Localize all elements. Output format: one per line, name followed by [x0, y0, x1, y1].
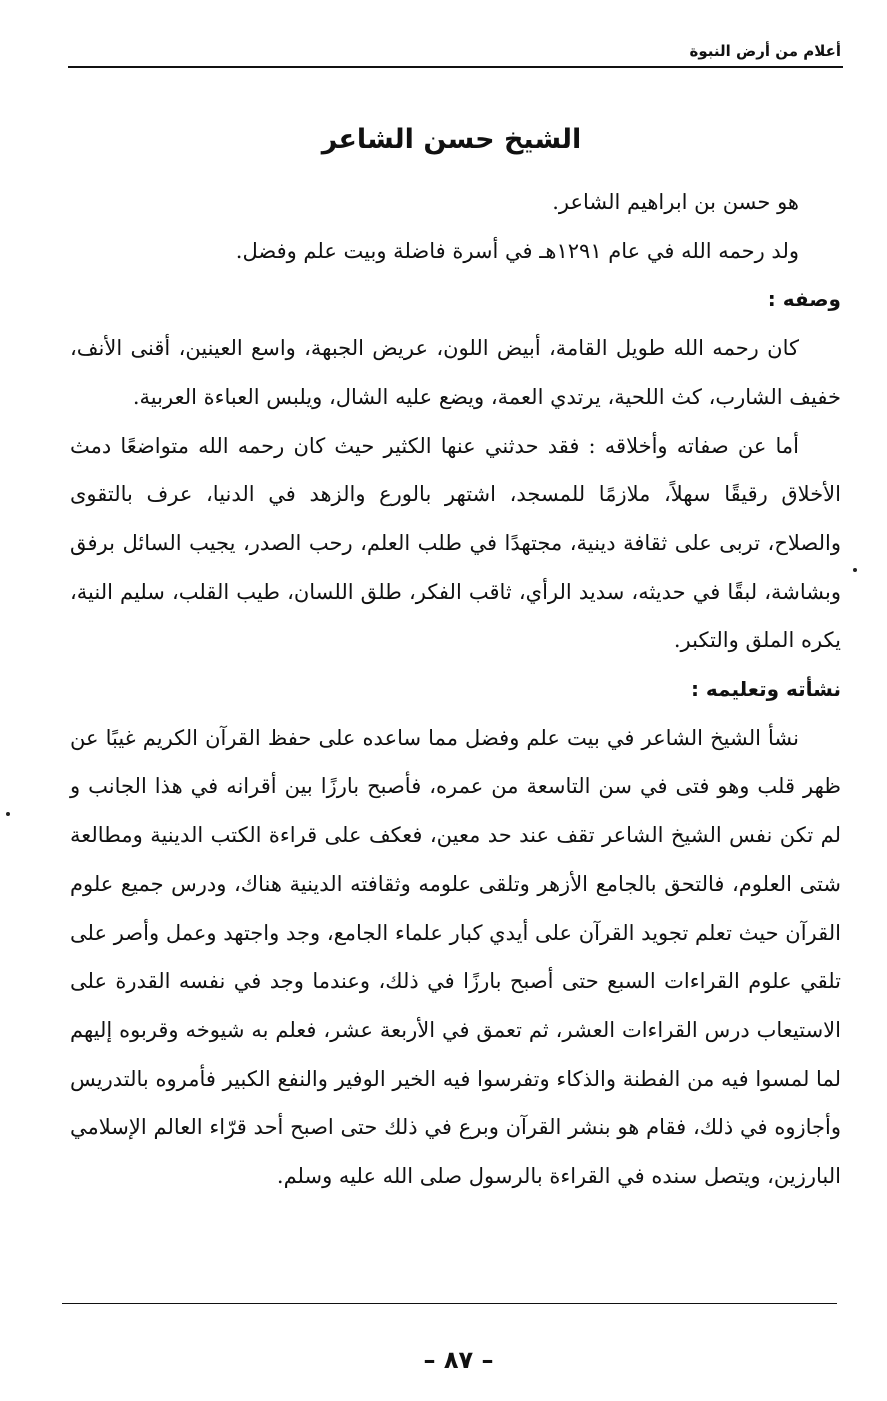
character-paragraph: أما عن صفاته وأخلاقه : فقد حدثني عنها الكثير حيث كان رحمه الله متواضعًا دمث الأخلاق رقيقًا سهلاً، ملازمًا للمسجد، اشتهر بالورع والزهد في الدنيا، عرف بالتقوى والصلاح، تربى على ثقافة دينية، مجتهدًا في طلب العلم، رحب الصدر، يجيب السائل برفق وبشاشة، لبقًا في حديثه، سديد الرأي، ثاقب الفكر، طلق اللسان، طيب القلب، سليم النية، يكره الملق والتكبر. — [70, 433, 841, 653]
running-header: أعلام من أرض النبوة — [689, 42, 841, 60]
margin-speck — [6, 812, 10, 816]
header-rule — [68, 66, 843, 68]
page-number: – ٨٧ – — [423, 1346, 494, 1374]
description-paragraph: كان رحمه الله طويل القامة، أبيض اللون، عريض الجبهة، واسع العينين، أقنى الأنف، خفيف الشارب، كث اللحية، يرتدي العمة، ويضع عليه الشال، ويلبس العباءة العربية. — [70, 336, 841, 409]
intro-birth-line: ولد رحمه الله في عام ١٢٩١هـ في أسرة فاضلة وبيت علم وفضل. — [235, 238, 799, 263]
footer-rule — [62, 1303, 837, 1304]
body-text — [70, 178, 841, 1201]
upbringing-paragraph: نشأ الشيخ الشاعر في بيت علم وفضل مما ساعده على حفظ القرآن الكريم غيبًا عن ظهر قلب وهو فتى في سن التاسعة من عمره، فأصبح بارزًا بين أقرانه في هذا الجانب و لم تكن نفس الشيخ الشاعر تقف عند حد معين، فعكف على قراءة الكتب الدينية ومطالعة شتى العلوم، فالتحق بالجامع الأزهر وتلقى علومه وثقافته الدينية هناك، ودرس جميع علوم القرآن حيث تعلم تجويد القرآن على أيدي كبار علماء الجامع، وجد واجتهد وعمل وأصر على تلقي علوم القراءات السبع حتى أصبح بارزًا في ذلك، وعندما وجد في نفسه القدرة على الاستيعاب درس القراءات العشر، ثم تعمق في الأربعة عشر، فعلم به شيوخه وقربوه إليهم لما لمسوا فيه من الفطنة والذكاء وتفرسوا فيه الخير الوفير والنفع الكبير فأمروه بالتدريس وأجازوه في ذلك، فقام هو بنشر القرآن وبرع في ذلك حتى اصبح أحد قرّاء العالم الإسلامي البارزين، ويتصل سنده في القراءة بالرسول صلى الله عليه وسلم. — [70, 725, 841, 1189]
margin-speck — [853, 568, 857, 572]
description-heading: وصفه : — [767, 287, 841, 312]
upbringing-heading: نشأته وتعليمه : — [690, 677, 841, 702]
chapter-title: الشيخ حسن الشاعر — [321, 124, 582, 155]
intro-name-line: هو حسن بن ابراهيم الشاعر. — [552, 190, 799, 214]
